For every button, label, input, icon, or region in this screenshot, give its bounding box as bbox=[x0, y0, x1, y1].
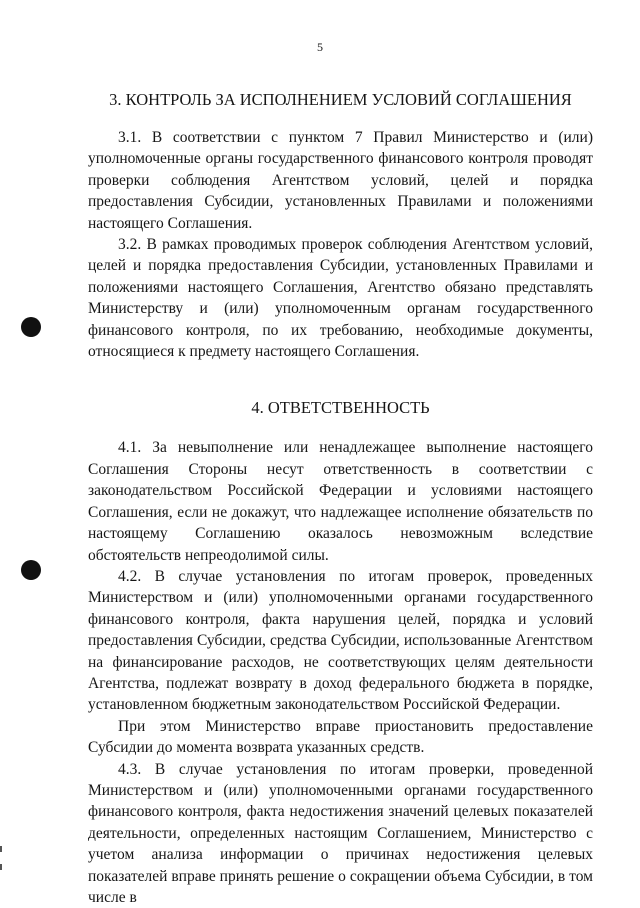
punch-hole-mark bbox=[21, 317, 41, 337]
document-body bbox=[88, 89, 593, 908]
section-4-heading: 4. ОТВЕТСТВЕННОСТЬ bbox=[251, 398, 430, 418]
paragraph-3-1: 3.1. В соответствии с пунктом 7 Правил Министерство и (или) уполномоченные органы государственного финансового контроля проводят проверки соблюдения Агентством условий, целей и порядка предоставления Субсидии, установленных Правилами и положениями настоящего Соглашения. bbox=[88, 129, 593, 232]
paragraph-4-2: 4.2. В случае установления по итогам проверок, проведенных Министерством и (или) уполномоченными органами государственного финансового контроля, факта нарушения целей, порядка и условий предоставления Субсидии, средства Субсидии, использованные Агентством на финансирование расходов, не соответствующих целям деятельности Агентства, подлежат возврату в доход федерального бюджета в порядке, установленном бюджетным законодательством Российской Федерации. bbox=[88, 567, 593, 714]
paragraph-4-3: 4.3. В случае установления по итогам проверки, проведенной Министерством и (или) уполномоченными органами государственного финансового контроля, факта недостижения значений целевых показателей деятельности, определенных настоящим Соглашением, Министерство с учетом анализа информации о причинах недостижения целевых показателей вправе принять решение о сокращении объема Субсидии, в том числе в bbox=[88, 760, 593, 906]
page-number: 5 bbox=[317, 40, 323, 54]
scan-edge-mark bbox=[0, 864, 2, 870]
section-3-heading: 3. КОНТРОЛЬ ЗА ИСПОЛНЕНИЕМ УСЛОВИЙ СОГЛАШЕНИЯ bbox=[109, 90, 572, 109]
punch-hole-mark bbox=[21, 560, 41, 580]
paragraph-3-2: 3.2. В рамках проводимых проверок соблюдения Агентством условий, целей и порядка предоставления Субсидии, установленных Правилами и положениями настоящего Соглашения, Агентство обязано представлять Министерству и (или) уполномоченным органам государственного финансового контроля, по их требованию, необходимые документы, относящиеся к предмету настоящего Соглашения. bbox=[88, 236, 593, 361]
paragraph-4-1: 4.1. За невыполнение или ненадлежащее выполнение настоящего Соглашения Стороны несут ответственность в соответствии с законодательством Российской Федерации и условиями настоящего Соглашения, если не докажут, что надлежащее исполнение обязательств по настоящему Соглашению оказалось невозможным вследствие обстоятельств непреодолимой силы. bbox=[88, 439, 593, 564]
scan-edge-mark bbox=[0, 846, 2, 852]
paragraph-4-2-continued: При этом Министерство вправе приостановить предоставление Субсидии до момента возврата указанных средств. bbox=[88, 717, 593, 757]
